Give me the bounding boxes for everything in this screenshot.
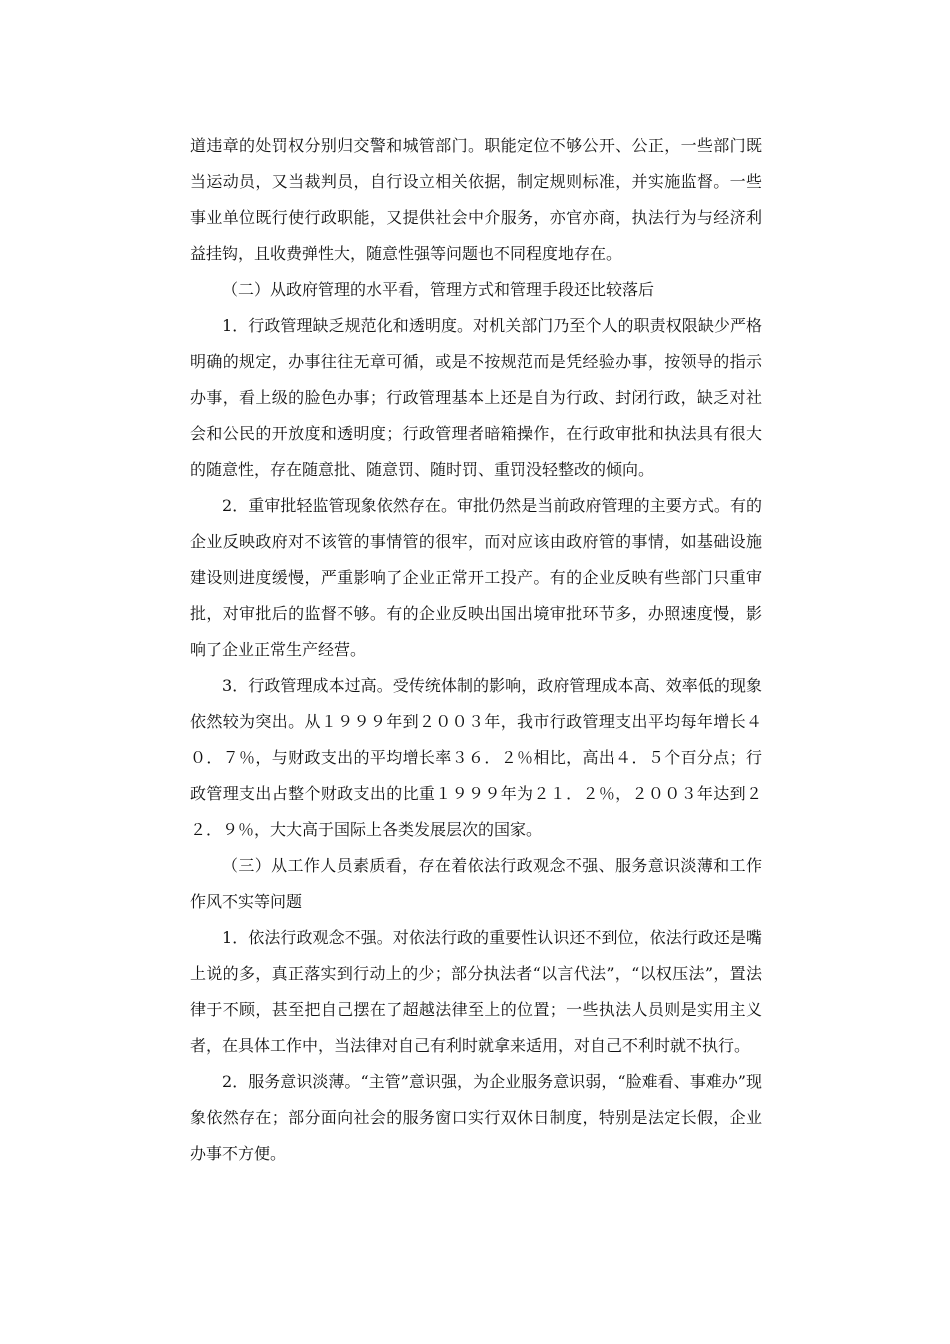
paragraph-item-3: 3．行政管理成本过高。受传统体制的影响，政府管理成本高、效率低的现象依然较为突出。从１９９９年到２００３年，我市行政管理支出平均每年增长４０．７％，与财政支出的平均增长率３６．２％相比，高出４．５个百分点；行政管理支出占整个财政支出的比重１９９９年为２１．２％，２００３年达到２２．９％，大大高于国际上各类发展层次的国家。: [190, 676, 762, 839]
paragraph-continuation: 道违章的处罚权分别归交警和城管部门。职能定位不够公开、公正，一些部门既当运动员，又当裁判员，自行设立相关依据，制定规则标准，并实施监督。一些事业单位既行使行政职能，又提供社会中介服务，亦官亦商，执法行为与经济利益挂钩，且收费弹性大，随意性强等问题也不同程度地存在。: [190, 136, 762, 263]
paragraph-item-5: 2．服务意识淡薄。“主管”意识强，为企业服务意识弱，“脸难看、事难办”现象依然存在；部分面向社会的服务窗口实行双休日制度，特别是法定长假，企业办事不方便。: [190, 1072, 762, 1163]
paragraph-item-2: 2．重审批轻监管现象依然存在。审批仍然是当前政府管理的主要方式。有的企业反映政府对不该管的事情管的很牢，而对应该由政府管的事情，如基础设施建设则进度缓慢，严重影响了企业正常开工投产。有的企业反映有些部门只重审批，对审批后的监督不够。有的企业反映出国出境审批环节多，办照速度慢，影响了企业正常生产经营。: [190, 496, 762, 659]
paragraph-item-4: 1．依法行政观念不强。对依法行政的重要性认识还不到位，依法行政还是嘴上说的多，真正落实到行动上的少；部分执法者“以言代法”，“以权压法”，置法律于不顾，甚至把自己摆在了超越法律至上的位置；一些执法人员则是实用主义者，在具体工作中，当法律对自己有利时就拿来适用，对自己不利时就不执行。: [190, 928, 762, 1055]
document-body: [190, 128, 762, 1172]
section-heading-2: （二）从政府管理的水平看，管理方式和管理手段还比较落后: [222, 280, 655, 299]
paragraph-item-1: 1．行政管理缺乏规范化和透明度。对机关部门乃至个人的职责权限缺少严格明确的规定，办事往往无章可循，或是不按规范而是凭经验办事，按领导的指示办事，看上级的脸色办事；行政管理基本上还是自为行政、封闭行政，缺乏对社会和公民的开放度和透明度；行政管理者暗箱操作，在行政审批和执法具有很大的随意性，存在随意批、随意罚、随时罚、重罚没轻整改的倾向。: [190, 316, 762, 479]
section-heading-3: （三）从工作人员素质看，存在着依法行政观念不强、服务意识淡薄和工作作风不实等问题: [190, 856, 762, 911]
